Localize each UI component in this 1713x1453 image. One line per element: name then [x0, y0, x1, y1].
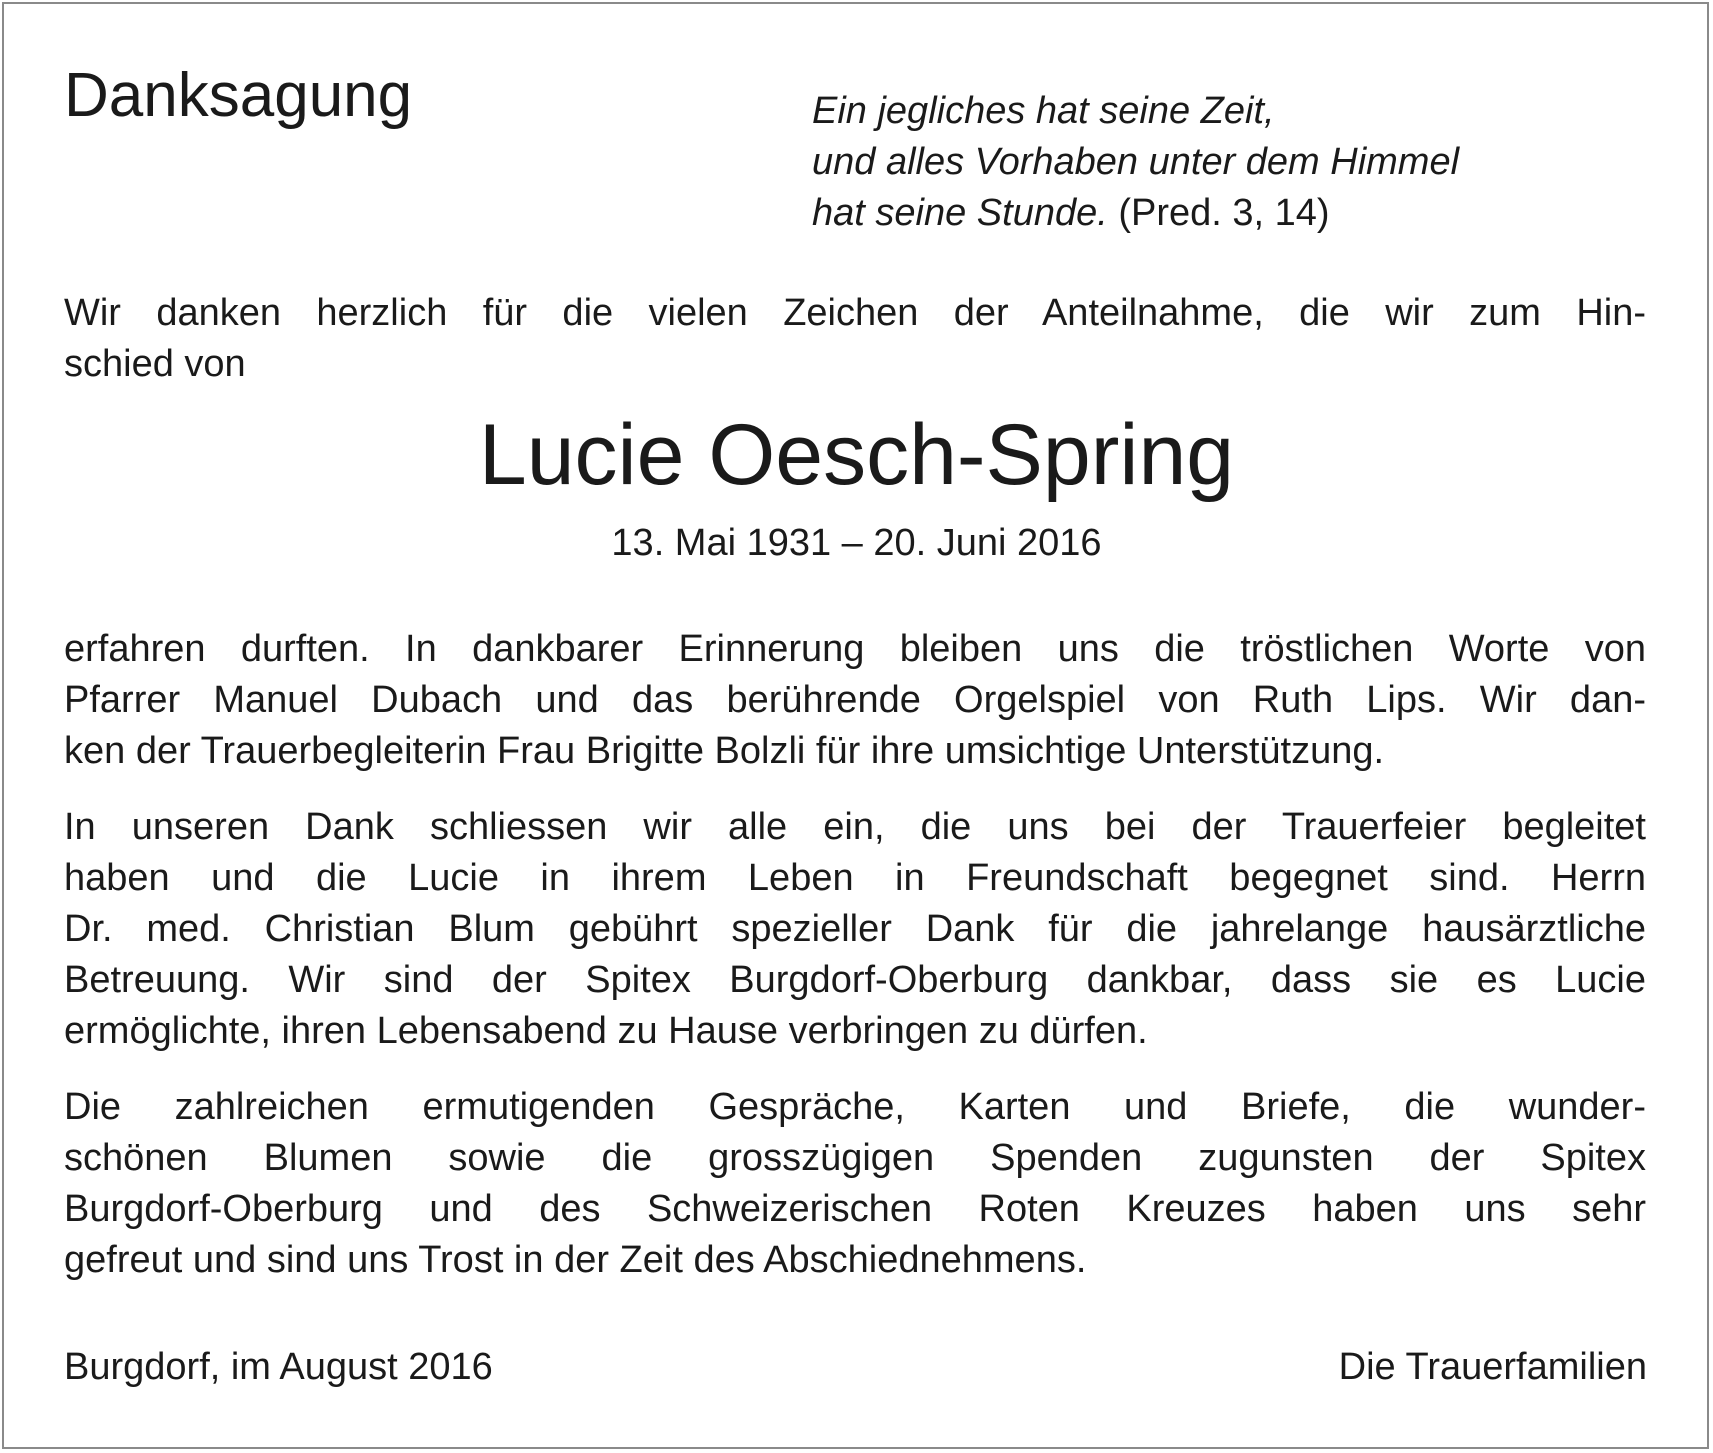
paragraph-2: [64, 802, 1646, 1057]
verse-line: hat seine Stunde.: [812, 192, 1108, 234]
intro-paragraph: [64, 288, 1646, 390]
place-date: Burgdorf, im August 2016: [64, 1346, 493, 1388]
text-line: gefreut und sind uns Trost in der Zeit des Abschiednehmens.: [64, 1239, 1087, 1281]
text-line: Dr. med. Christian Blum gebührt spezieller Dank für die jahrelange hausärztliche: [64, 908, 1646, 950]
deceased-name: Lucie Oesch-Spring: [478, 407, 1235, 503]
verse-reference: (Pred. 3, 14): [1118, 192, 1330, 234]
verse-line: und alles Vorhaben unter dem Himmel: [812, 141, 1460, 183]
paragraph-3: [64, 1082, 1646, 1286]
text-line: Burgdorf-Oberburg und des Schweizerischen Roten Kreuzes haben uns sehr: [64, 1188, 1646, 1230]
text-line: ken der Trauerbegleiterin Frau Brigitte Bolzli für ihre umsichtige Unterstützung.: [64, 730, 1385, 772]
notice-heading: Danksagung: [64, 61, 413, 130]
verse-line: Ein jegliches hat seine Zeit,: [812, 90, 1275, 132]
text-line: Die zahlreichen ermutigenden Gespräche, Karten und Briefe, die wunder-: [64, 1086, 1646, 1128]
text-line: schönen Blumen sowie die grosszügigen Spenden zugunsten der Spitex: [64, 1137, 1646, 1179]
paragraph-1: [64, 624, 1646, 777]
text-line: ermöglichte, ihren Lebensabend zu Hause verbringen zu dürfen.: [64, 1010, 1148, 1052]
text-line: schied von: [64, 343, 246, 385]
text-line: haben und die Lucie in ihrem Leben in Freundschaft begegnet sind. Herrn: [64, 857, 1646, 899]
text-line: Betreuung. Wir sind der Spitex Burgdorf-Oberburg dankbar, dass sie es Lucie: [64, 959, 1646, 1001]
verse-line-last: [812, 192, 1330, 234]
text-line: erfahren durften. In dankbarer Erinnerung bleiben uns die tröstlichen Worte von: [64, 628, 1646, 670]
signature: Die Trauerfamilien: [1338, 1346, 1647, 1388]
life-dates: 13. Mai 1931 – 20. Juni 2016: [611, 522, 1102, 564]
text-line: Wir danken herzlich für die vielen Zeichen der Anteilnahme, die wir zum Hin-: [64, 292, 1646, 334]
text-line: In unseren Dank schliessen wir alle ein, die uns bei der Trauerfeier begleitet: [64, 806, 1646, 848]
bible-verse: [812, 86, 1459, 239]
text-line: Pfarrer Manuel Dubach und das berührende Orgelspiel von Ruth Lips. Wir dan-: [64, 679, 1646, 721]
